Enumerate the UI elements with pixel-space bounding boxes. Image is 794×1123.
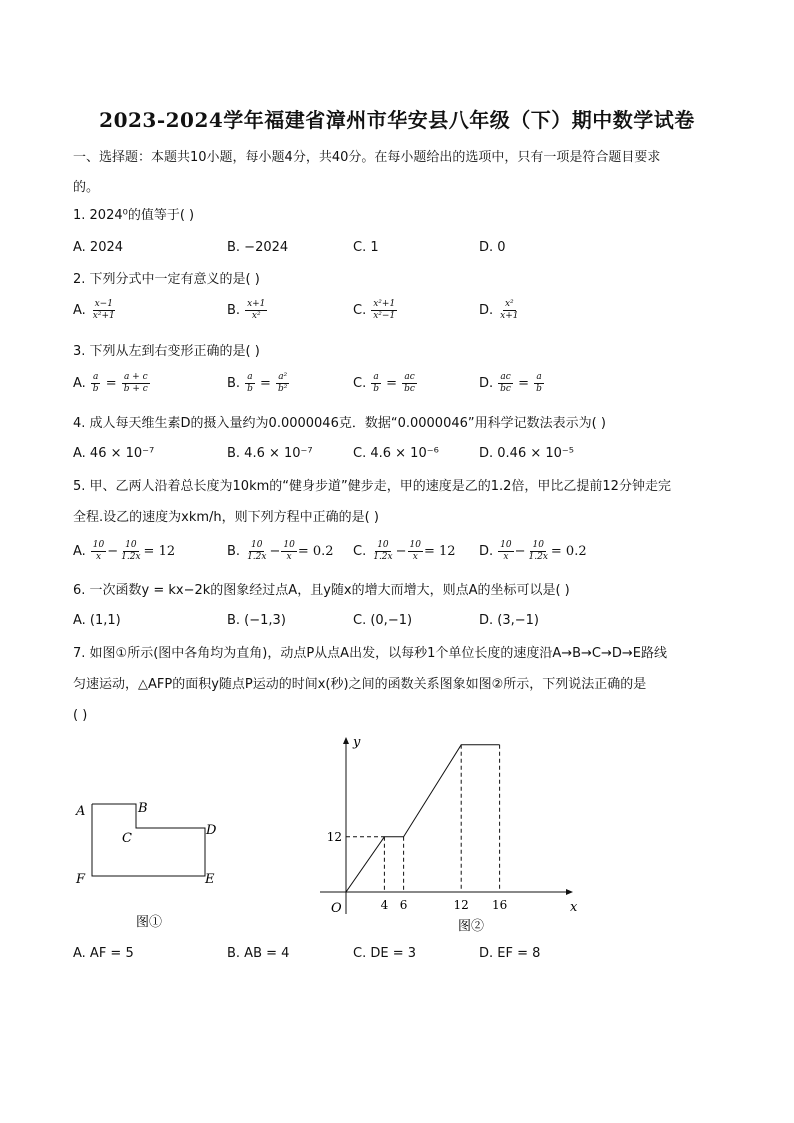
q2-option-a-fraction xyxy=(91,299,117,322)
q3-option-b xyxy=(227,372,290,395)
fraction-left xyxy=(371,372,381,395)
numerator: 10 xyxy=(283,540,295,550)
q6-stem: 6. 一次函数y = kx−2k的图象经过点A，且y随x的增大而增大，则点A的坐标可以是( ) xyxy=(73,583,570,598)
q2-option-d xyxy=(479,299,522,322)
fraction-right xyxy=(527,540,550,563)
q7-option-c: C. DE = 3 xyxy=(353,946,416,961)
numerator: 10 xyxy=(409,540,421,550)
fraction-right xyxy=(408,540,423,563)
q1-option-b: B. −2024 xyxy=(227,240,289,255)
minus-sign: − xyxy=(514,544,526,559)
figure-2-graph xyxy=(320,730,600,940)
q4-option-b: B. 4.6 × 10⁻⁷ xyxy=(227,446,313,461)
denominator: b xyxy=(536,384,542,394)
numerator: ac xyxy=(500,372,511,382)
fraction-left xyxy=(498,540,513,563)
q2-option-b-fraction xyxy=(245,299,267,322)
q3-option-a xyxy=(73,372,151,395)
q2-option-d-fraction xyxy=(498,299,520,322)
y-tick-label: 12 xyxy=(326,829,342,844)
fraction-right xyxy=(119,540,142,563)
origin-label: O xyxy=(331,901,342,916)
fraction-left xyxy=(245,372,255,395)
q6-option-c: C. (0,−1) xyxy=(353,613,413,628)
q6-option-a: A. (1,1) xyxy=(73,613,121,628)
q4-option-c: C. 4.6 × 10⁻⁶ xyxy=(353,446,439,461)
q4-option-a: A. 46 × 10⁻⁷ xyxy=(73,446,155,461)
q1-option-d: D. 0 xyxy=(479,240,506,255)
fraction-left xyxy=(245,540,268,563)
denominator: 1.2x xyxy=(247,552,267,562)
equals-sign: = xyxy=(255,376,275,391)
minus-sign: − xyxy=(395,544,407,559)
q5-option-c xyxy=(353,540,456,563)
q4-stem: 4. 成人每天维生素D的摄入量约为0.0000046克．数据“0.0000046”用科学记数法表示为( ) xyxy=(73,416,606,431)
denominator: x xyxy=(503,552,509,562)
page-title: 2023-2024学年福建省漳州市华安县八年级（下）期中数学试卷 xyxy=(99,108,695,132)
q3-option-a-label: A. xyxy=(73,376,86,391)
x-tick-label: 4 xyxy=(380,898,389,912)
numerator: x² xyxy=(504,299,514,309)
q2-option-c-fraction xyxy=(371,299,397,322)
x-tick-label: 6 xyxy=(399,898,408,912)
denominator: x²−1 xyxy=(373,311,396,321)
q6-option-d: D. (3,−1) xyxy=(479,613,539,628)
numerator: a xyxy=(92,372,99,382)
denominator: 1.2x xyxy=(373,552,393,562)
fraction-right xyxy=(276,372,289,395)
fraction-right xyxy=(281,540,296,563)
q2-option-a-label: A. xyxy=(73,303,86,318)
fraction-left xyxy=(91,372,101,395)
denominator: b xyxy=(92,384,99,394)
q6-option-b: B. (−1,3) xyxy=(227,613,286,628)
fraction-left xyxy=(498,372,513,395)
denominator: x xyxy=(412,552,418,562)
q3-option-c xyxy=(353,372,418,395)
q5-option-a-label: A. xyxy=(73,544,86,559)
numerator: 10 xyxy=(251,540,263,550)
q7-stem-line1: 7. 如图①所示(图中各角均为直角)，动点P从点A出发，以每秒1个单位长度的速度沿A→B→C→D→E路线 xyxy=(73,646,668,661)
q5-stem-line2: 全程.设乙的速度为xkm/h，则下列方程中正确的是( ) xyxy=(73,510,379,525)
q2-option-b xyxy=(227,299,268,322)
numerator: a + c xyxy=(123,372,148,382)
x-axis-label: x xyxy=(570,900,578,915)
q5-stem-line1: 5. 甲、乙两人沿着总长度为10km的“健身步道”健步走，甲的速度是乙的1.2倍，甲比乙提前12分钟走完 xyxy=(73,479,671,494)
figure-1-outline xyxy=(92,804,205,876)
equals-sign: = xyxy=(381,376,402,391)
q5-option-c-label: C. xyxy=(353,544,367,559)
numerator: a xyxy=(247,372,253,382)
q3-option-b-label: B. xyxy=(227,376,241,391)
numerator: x²+1 xyxy=(373,299,396,309)
denominator: x² xyxy=(251,311,261,321)
denominator: b xyxy=(247,384,253,394)
denominator: 1.2x xyxy=(121,552,141,562)
q5-option-b xyxy=(227,540,334,563)
q2-option-a xyxy=(73,299,118,322)
q3-option-c-label: C. xyxy=(353,376,367,391)
q7-option-a: A. AF = 5 xyxy=(73,946,134,961)
numerator: 10 xyxy=(125,540,137,550)
fraction-right xyxy=(402,372,417,395)
denominator: x xyxy=(95,552,102,562)
q7-option-b: B. AB = 4 xyxy=(227,946,290,961)
x-tick-label: 12 xyxy=(453,898,469,912)
minus-sign: − xyxy=(269,544,281,559)
fraction-right xyxy=(534,372,544,395)
q5-option-d-label: D. xyxy=(479,544,494,559)
q3-option-d xyxy=(479,372,545,395)
section-heading-line2: 的。 xyxy=(73,180,100,195)
q1-option-a: A. 2024 xyxy=(73,240,124,255)
q7-stem-line3: ( ) xyxy=(73,708,88,723)
q2-stem: 2. 下列分式中一定有意义的是( ) xyxy=(73,272,260,287)
q5-option-d xyxy=(479,540,587,563)
equals-sign: = xyxy=(101,376,121,391)
q1-option-c: C. 1 xyxy=(353,240,379,255)
q2-option-b-label: B. xyxy=(227,303,241,318)
q7-option-d: D. EF = 8 xyxy=(479,946,541,961)
numerator: ac xyxy=(404,372,415,382)
x-tick-label: 16 xyxy=(491,898,508,912)
fraction-right xyxy=(122,372,150,395)
q1-stem: 1. 2024⁰的值等于( ) xyxy=(73,208,195,223)
denominator: b xyxy=(373,384,379,394)
denominator: x²+1 xyxy=(92,311,115,321)
numerator: 10 xyxy=(532,540,544,550)
fraction-left xyxy=(91,540,106,563)
numerator: 10 xyxy=(92,540,105,550)
equals-sign: = xyxy=(513,376,534,391)
point-label-b: B xyxy=(138,801,148,816)
equation-rhs: = 0.2 xyxy=(297,544,334,559)
denominator: b² xyxy=(278,384,288,394)
point-label-d: D xyxy=(206,823,217,838)
guide-lines xyxy=(346,745,500,892)
q2-option-c-label: C. xyxy=(353,303,367,318)
denominator: 1.2x xyxy=(528,552,548,562)
q4-option-d: D. 0.46 × 10⁻⁵ xyxy=(479,446,574,461)
fraction-left xyxy=(371,540,394,563)
numerator: 10 xyxy=(500,540,512,550)
point-label-a: A xyxy=(76,804,86,819)
point-label-e: E xyxy=(205,872,215,887)
denominator: x+1 xyxy=(500,311,519,321)
section-heading-line1: 一、选择题：本题共10小题，每小题4分，共40分。在每小题给出的选项中，只有一项是符合题目要求 xyxy=(73,150,661,165)
q2-option-d-label: D. xyxy=(479,303,494,318)
figure-2-caption: 图② xyxy=(458,919,485,934)
denominator: bc xyxy=(404,384,415,394)
q7-stem-line2: 匀速运动，△AFP的面积y随点P运动的时间x(秒)之间的函数关系图象如图②所示，下列说法正确的是 xyxy=(73,677,647,692)
figure-1-shape xyxy=(60,790,230,935)
equation-rhs: = 12 xyxy=(423,544,456,559)
equation-rhs: = 12 xyxy=(143,544,176,559)
q5-option-b-label: B. xyxy=(227,544,241,559)
numerator: x+1 xyxy=(247,299,266,309)
denominator: bc xyxy=(500,384,511,394)
numerator: a xyxy=(536,372,542,382)
q5-option-a xyxy=(73,540,175,563)
minus-sign: − xyxy=(107,544,119,559)
equation-rhs: = 0.2 xyxy=(550,544,587,559)
denominator: x xyxy=(286,552,292,562)
point-label-f: F xyxy=(76,872,86,887)
numerator: a² xyxy=(278,372,288,382)
numerator: 10 xyxy=(377,540,389,550)
point-label-c: C xyxy=(122,831,132,846)
denominator: b + c xyxy=(123,384,148,394)
q3-stem: 3. 下列从左到右变形正确的是( ) xyxy=(73,344,260,359)
q2-option-c xyxy=(353,299,398,322)
y-axis-label: y xyxy=(353,735,361,750)
numerator: x−1 xyxy=(94,299,113,309)
figure-1-caption: 图① xyxy=(136,915,163,930)
function-graph-line xyxy=(346,745,500,892)
numerator: a xyxy=(373,372,379,382)
q3-option-d-label: D. xyxy=(479,376,494,391)
